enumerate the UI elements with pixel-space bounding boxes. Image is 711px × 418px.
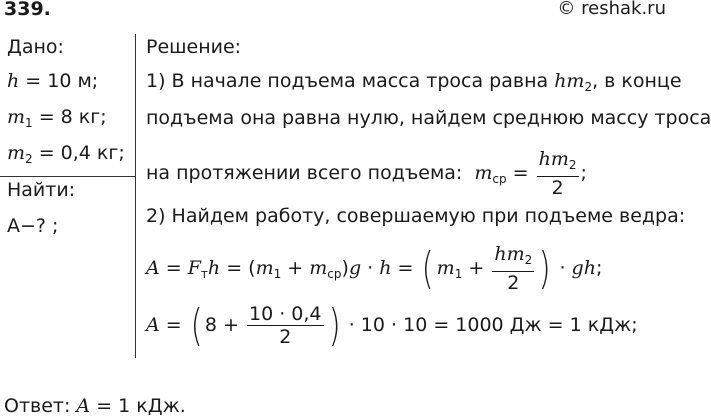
given-m2-value: = 0,4 кг;: [32, 142, 125, 164]
answer-label: Ответ:: [4, 395, 77, 417]
find-target: A−? ;: [7, 215, 59, 237]
answer-value: = 1 кДж.: [90, 395, 186, 417]
calc-rest: · 10 · 10 = 1000 Дж = 1 кДж;: [342, 314, 638, 336]
step1-line2: подъема она равна нулю, найдем среднюю массу троса: [146, 107, 711, 129]
horizontal-divider: [0, 176, 135, 177]
given-heading: Дано:: [7, 36, 64, 58]
calc-fraction-numerator: 10 · 0,4: [249, 303, 322, 325]
step2-line: 2) Найдем работу, совершаемую при подъеме ведра:: [146, 205, 686, 227]
step1-line3-text: на протяжении всего подъема:: [146, 162, 463, 184]
avg-mass-fraction: $\frac{hm_2}{2}$: [538, 148, 577, 199]
given-m1-value: = 8 кг;: [32, 106, 107, 128]
given-m1: $m_1 = 8$ кг;: [7, 106, 107, 130]
vertical-divider: [135, 34, 136, 358]
answer-line: Ответ: A = 1 кДж.: [4, 395, 186, 417]
given-h: h = 10 м;: [7, 70, 99, 92]
step1-line1-a: 1) В начале подъема масса троса равна: [146, 70, 555, 92]
work-calculation: A = ( 8 + $\frac{10 \cdot 0,4}{2}$ ) · 10 · 10 = 1000 Дж = 1 кДж;: [146, 299, 638, 351]
given-m2: $m_2 = 0,4$ кг;: [7, 142, 125, 166]
calc-eight: 8 +: [204, 314, 245, 336]
given-h-value: = 10 м;: [19, 70, 99, 92]
calc-fraction-denominator: 2: [279, 326, 292, 348]
step1-line1-b: , в конце: [592, 70, 682, 92]
step1-line3: на протяжении всего подъема: $m_{ср}$ = $\frac{hm_2}{2}$ ;: [146, 148, 587, 199]
calc-fraction: [247, 303, 324, 348]
solution-heading: Решение:: [146, 36, 242, 58]
find-heading: Найти:: [7, 179, 76, 201]
work-fraction: $\frac{hm_2}{2}$: [494, 243, 533, 294]
watermark: © reshak.ru: [557, 0, 666, 19]
work-formula: $A = F_тh = (m_1 + m_{ср})g \cdot h$ = ( $m_1$ + $\frac{hm_2}{2}$ ) · gh;: [146, 242, 603, 294]
problem-number: 339.: [4, 0, 51, 20]
step1-line1: 1) В начале подъема масса троса равна $hm_2$, в конце: [146, 70, 682, 94]
